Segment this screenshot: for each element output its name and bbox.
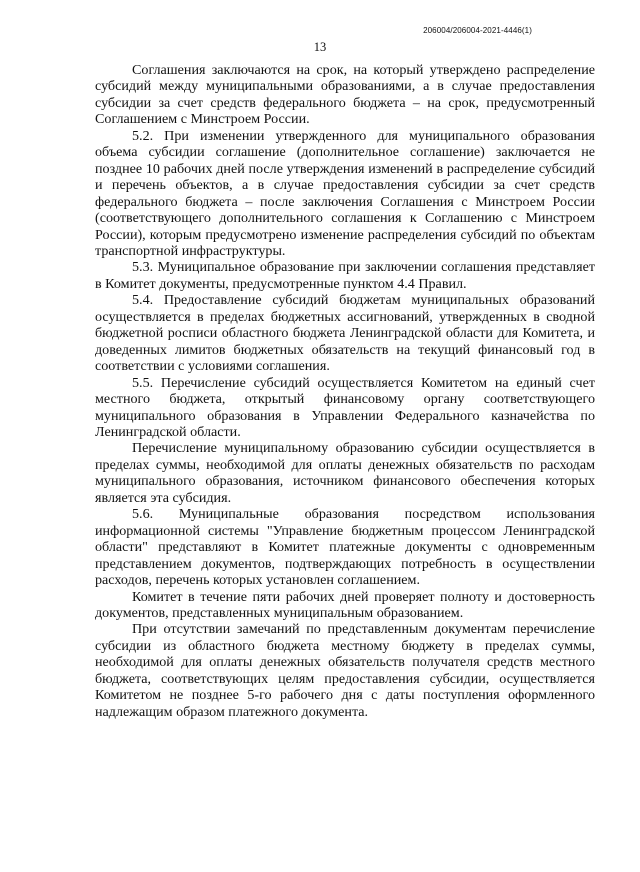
paragraph-agreement-term: Соглашения заключаются на срок, на который утверждено распределение субсидий между муниципальными образованиями, а в случае предоставления субсидии за счет средств федерального бюджета – на срок, предусмотренный Соглашением с Минстроем России. <box>95 62 595 128</box>
paragraph-transfer-deadline: При отсутствии замечаний по представленным документам перечисление субсидии из областного бюджета местному бюджету в пределах суммы, необходимой для оплаты денежных обязательств получателя средств местного бюджета, соответствующих целям предоставления субсидии, осуществляется Комитетом не позднее 5-го рабочего дня с даты поступления оформленного надлежащим образом платежного документа. <box>95 621 595 720</box>
paragraph-5-4: 5.4. Предоставление субсидий бюджетам муниципальных образований осуществляется в пределах бюджетных ассигнований, утвержденных в сводной бюджетной росписи областного бюджета Ленинградской области для Комитета, и доведенных лимитов бюджетных обязательств на текущий финансовый год в соответствии с условиями соглашения. <box>95 292 595 375</box>
paragraph-5-6: 5.6. Муниципальные образования посредством использования информационной системы "Управление бюджетным процессом Ленинградской области" представляют в Комитет платежные документы с одновременным представлением документов, подтверждающих потребность в осуществлении расходов, перечень которых установлен соглашением. <box>95 506 595 589</box>
paragraph-5-3: 5.3. Муниципальное образование при заключении соглашения представляет в Комитет документы, предусмотренные пунктом 4.4 Правил. <box>95 259 595 292</box>
paragraph-transfer-limits: Перечисление муниципальному образованию субсидии осуществляется в пределах суммы, необходимой для оплаты денежных обязательств по расходам муниципального образования, источником финансового обеспечения которых является эта субсидия. <box>95 440 595 506</box>
page-number: 13 <box>313 40 327 54</box>
paragraph-5-2: 5.2. При изменении утвержденного для муниципального образования объема субсидии соглашение (дополнительное соглашение) заключается не позднее 10 рабочих дней после утверждения изменений в распределение субсидий и перечень объектов, а в случае предоставления субсидии за счет средств федерального бюджета – после заключения Соглашения с Минстроем России (соответствующего дополнительного соглашения к Соглашению с Минстроем России), которым предусмотрено изменение распределения субсидий по объектам транспортной инфраструктуры. <box>95 127 595 259</box>
paragraph-committee-check: Комитет в течение пяти рабочих дней проверяет полноту и достоверность документов, представленных муниципальным образованием. <box>95 588 595 621</box>
paragraph-5-5: 5.5. Перечисление субсидий осуществляется Комитетом на единый счет местного бюджета, открытый финансовому органу соответствующего муниципального образования в Управлении Федерального казначейства по Ленинградской области. <box>95 374 595 440</box>
document-id: 206004/206004-2021-4446(1) <box>423 26 532 35</box>
document-body <box>95 62 595 720</box>
